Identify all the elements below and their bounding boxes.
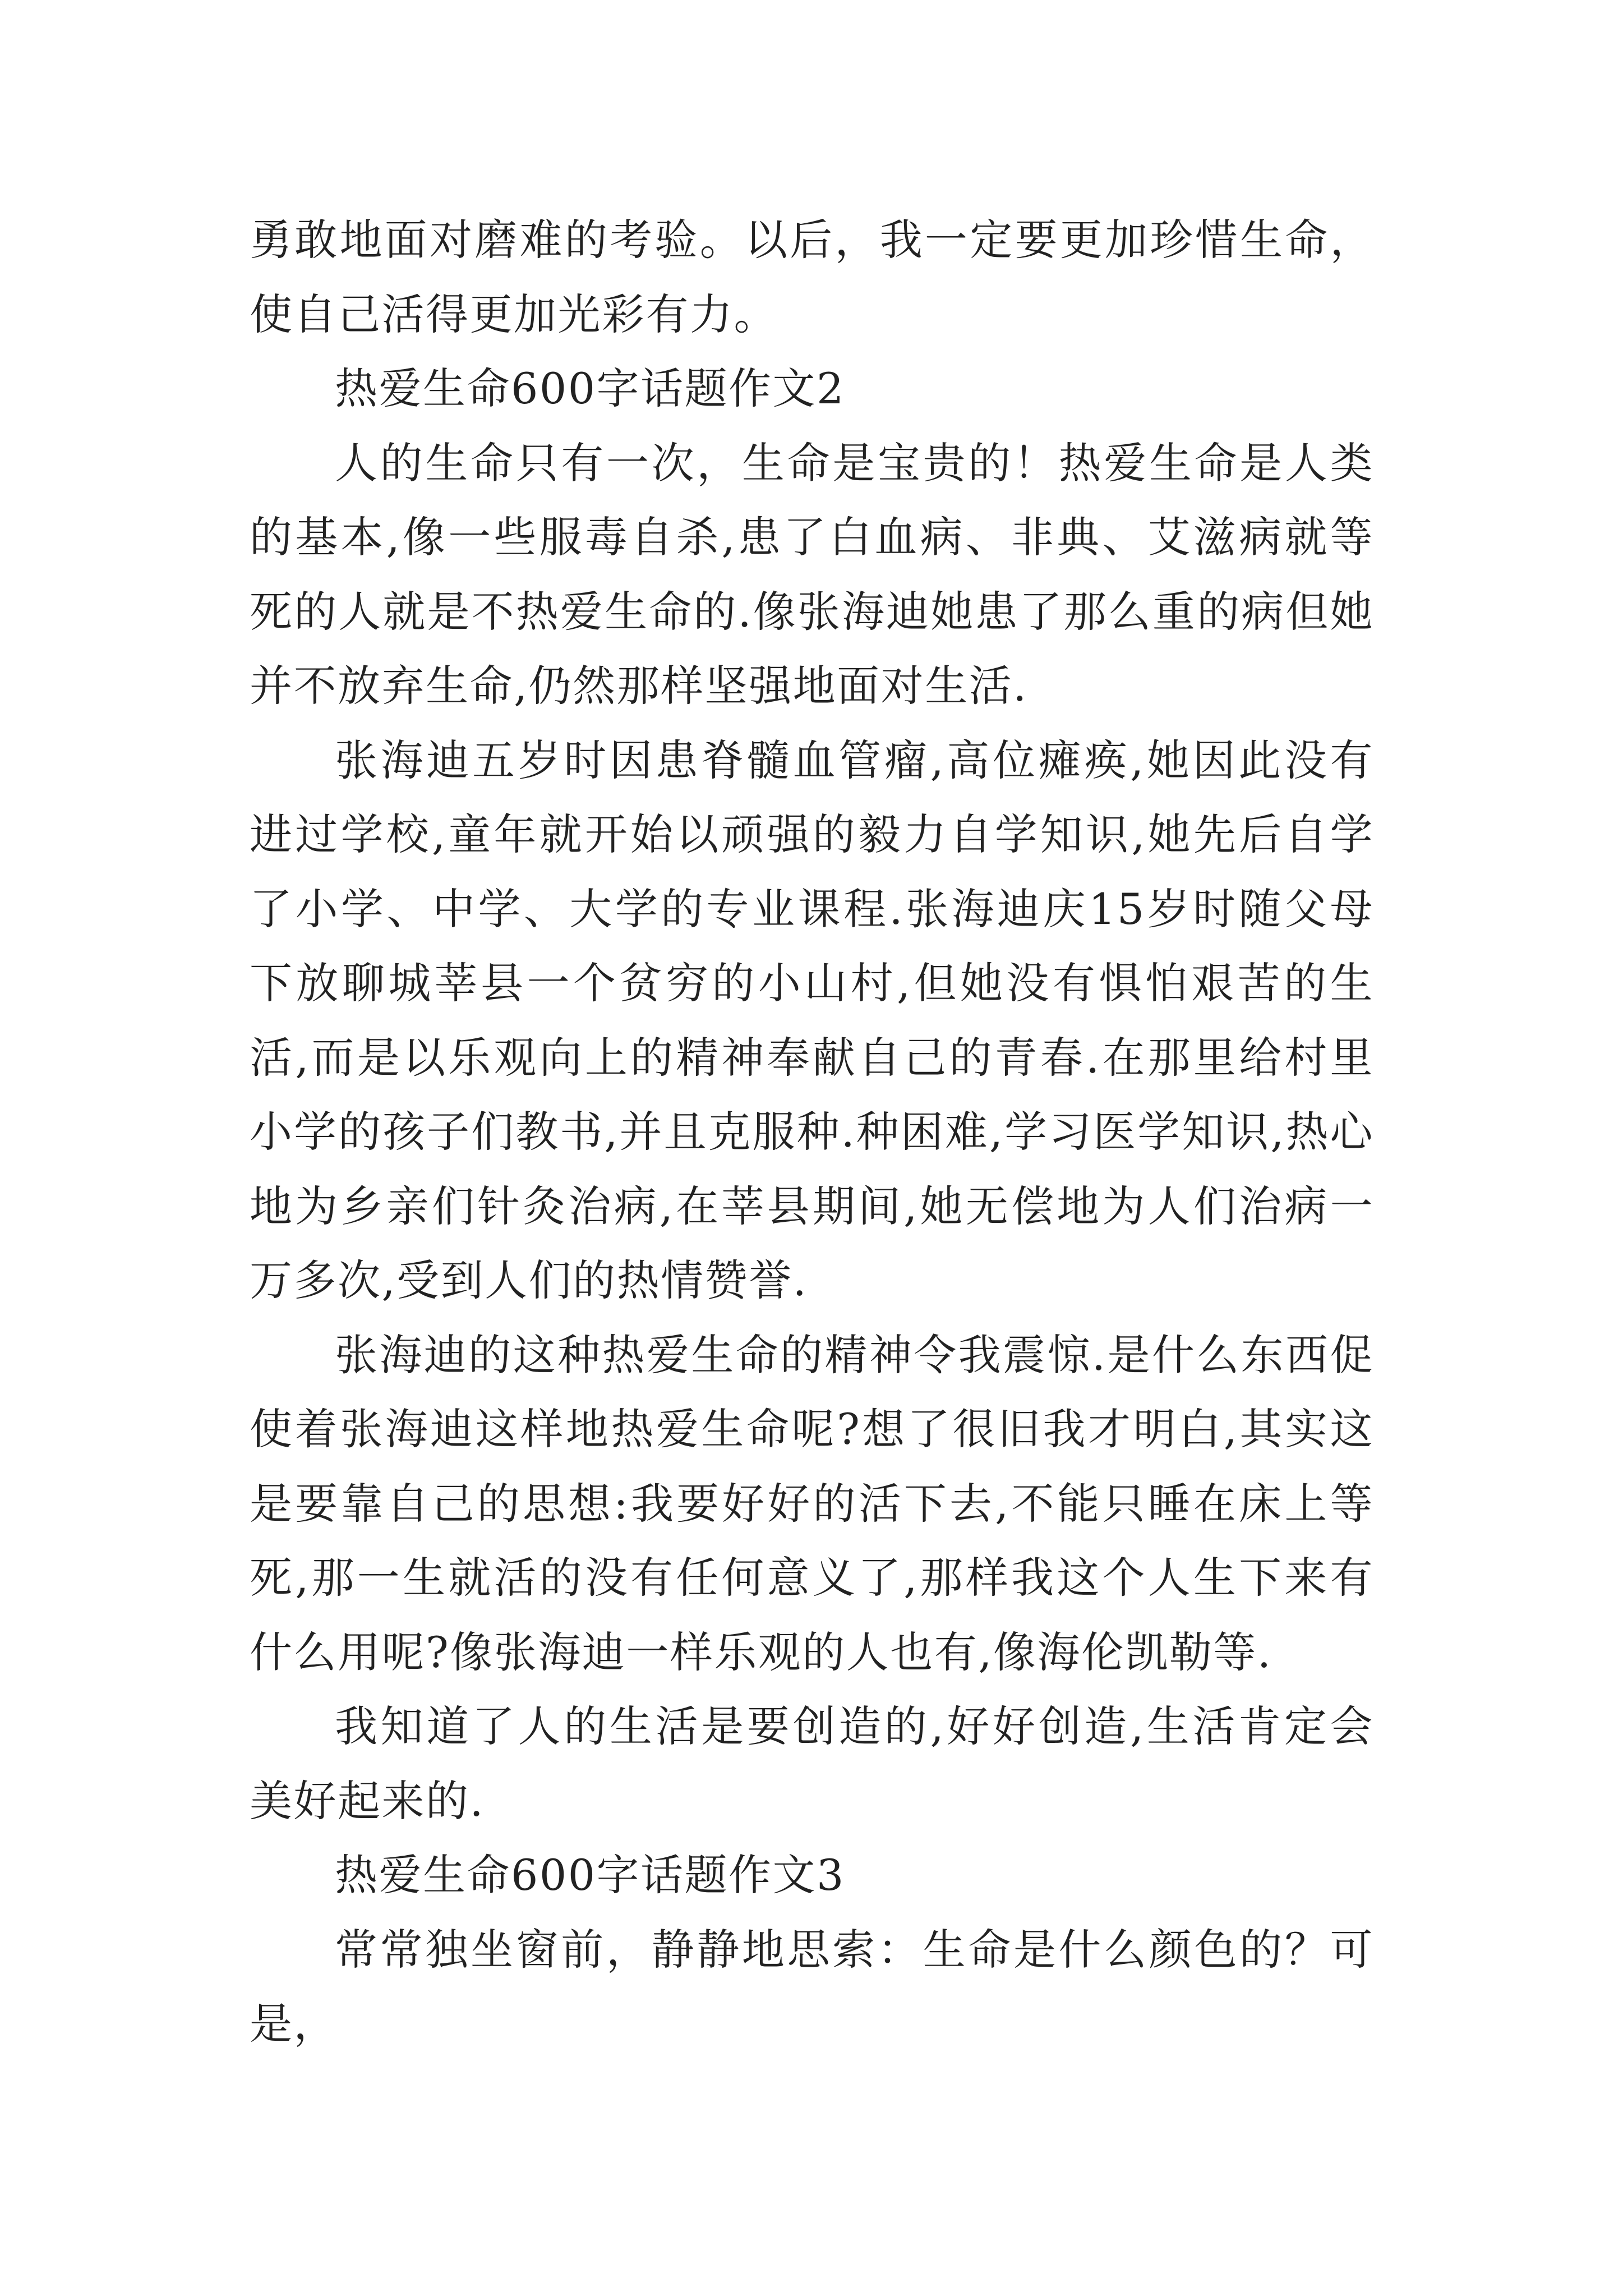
paragraph: 常常独坐窗前，静静地思索：生命是什么颜色的？可是， xyxy=(250,1924,1374,2049)
document-body xyxy=(250,203,1374,2062)
paragraph: 勇敢地面对磨难的考验。以后，我一定要更加珍惜生命，使自己活得更加光彩有力。 xyxy=(250,215,1374,339)
section-heading: 热爱生命600字话题作文2 xyxy=(335,364,845,413)
paragraph: 张海迪的这种热爱生命的精神令我震惊.是什么东西促使着张海迪这样地热爱生命呢?想了很旧我才明白,其实这是要靠自己的思想:我要好好的活下去,不能只睡在床上等死,那一生就活的没有任何意义了,那样我这个人生下来有什么用呢?像张海迪一样乐观的人也有,像海伦凯勒等. xyxy=(250,1329,1374,1677)
section-heading: 热爱生命600字话题作文3 xyxy=(335,1850,845,1900)
paragraph: 我知道了人的生活是要创造的,好好创造,生活肯定会美好起来的. xyxy=(250,1701,1374,1826)
paragraph: 张海迪五岁时因患脊髓血管瘤,高位瘫痪,她因此没有进过学校,童年就开始以顽强的毅力自学知识,她先后自学了小学、中学、大学的专业课程.张海迪庆15岁时随父母下放聊城莘县一个贫穷的小山村,但她没有惧怕艰苦的生活,而是以乐观向上的精神奉献自己的青春.在那里给村里小学的孩子们教书,并且克服种.种困难,学习医学知识,热心地为乡亲们针灸治病,在莘县期间,她无偿地为人们治病一万多次,受到人们的热情赞誉. xyxy=(250,735,1374,1305)
paragraph: 人的生命只有一次，生命是宝贵的！热爱生命是人类的基本,像一些服毒自杀,患了白血病、非典、艾滋病就等死的人就是不热爱生命的.像张海迪她患了那么重的病但她并不放弃生命,仍然那样坚强地面对生活. xyxy=(250,438,1374,711)
